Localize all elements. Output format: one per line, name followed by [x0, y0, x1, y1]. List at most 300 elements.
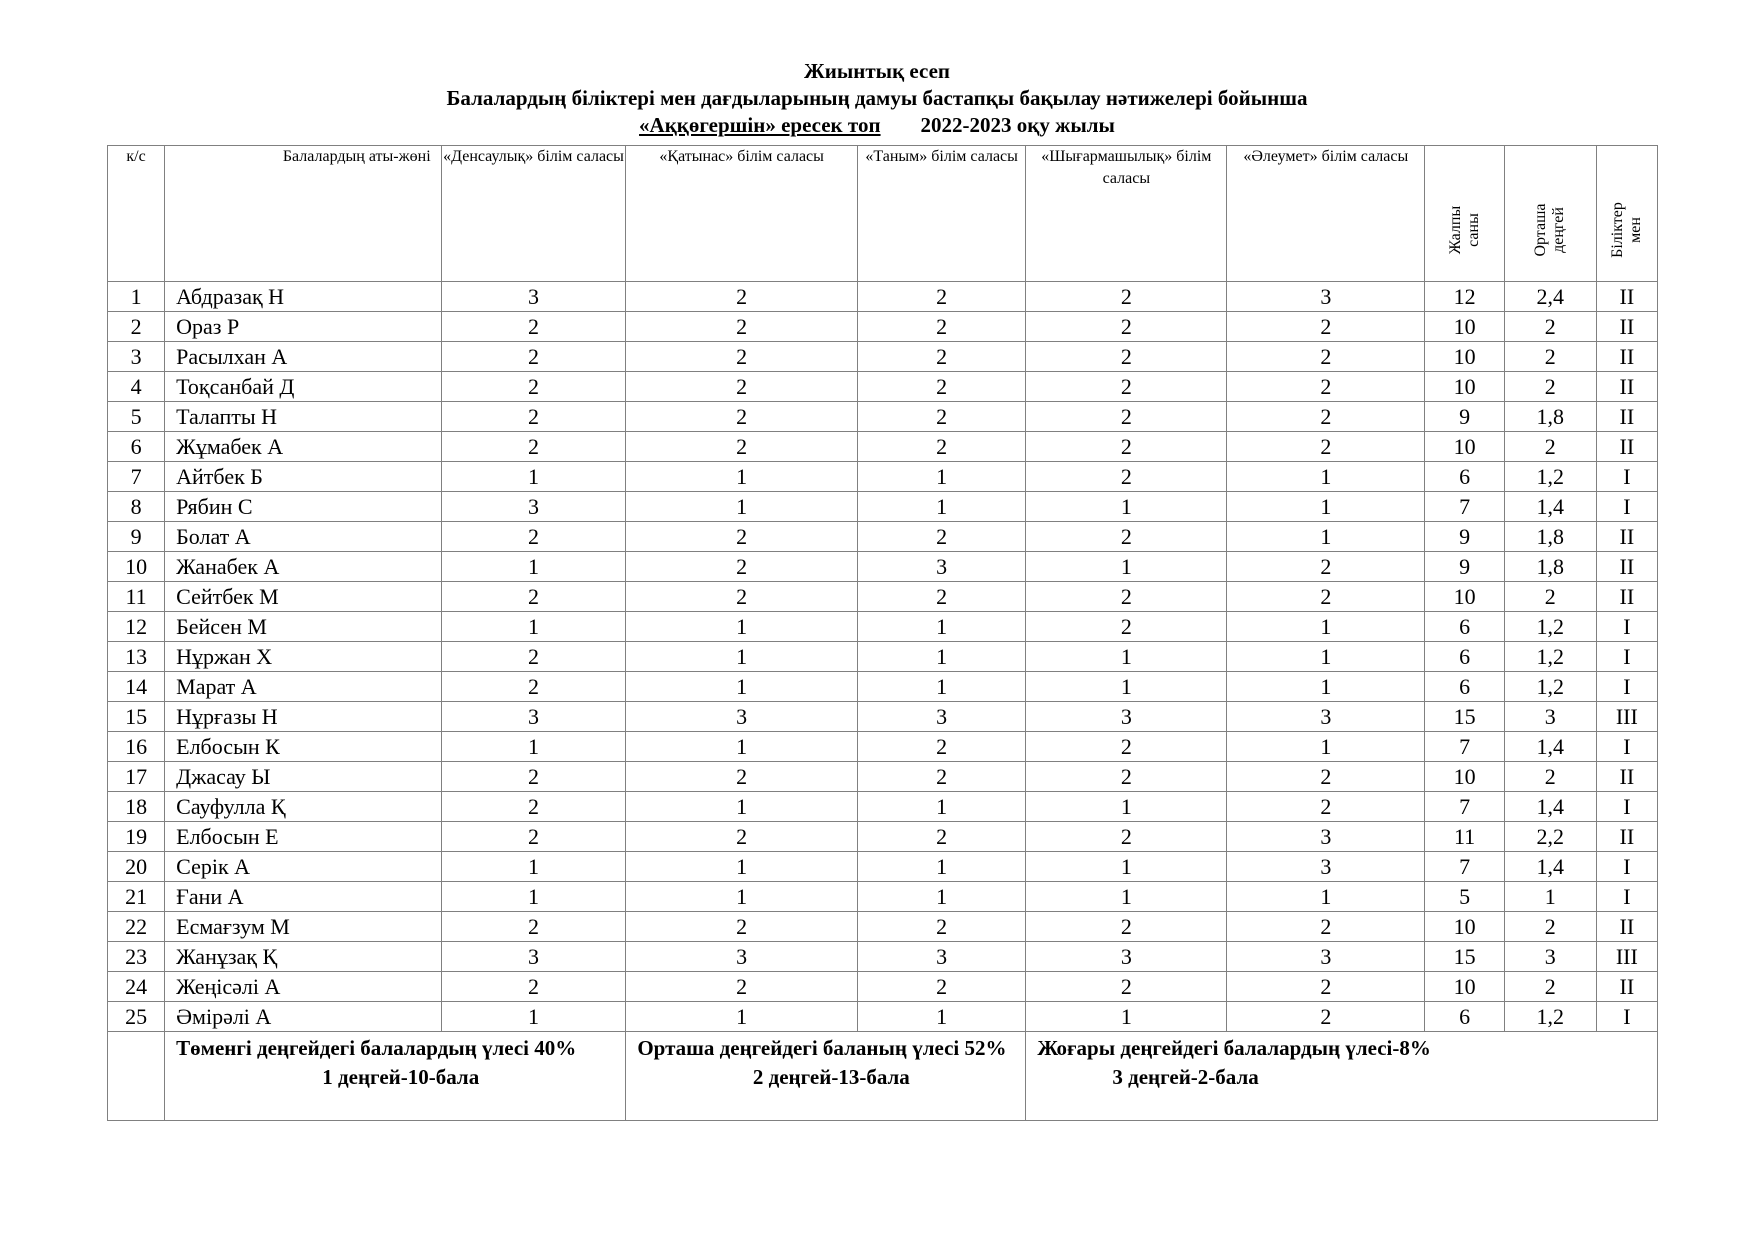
- cell-social: 3: [1227, 822, 1425, 852]
- cell-level: II: [1596, 522, 1657, 552]
- summary-mid-count: 2 деңгей-13-бала: [752, 1065, 910, 1089]
- cell-social: 3: [1227, 702, 1425, 732]
- col-header-creativity: «Шығармашылық» білім саласы: [1026, 146, 1227, 282]
- cell-no: 12: [108, 612, 165, 642]
- cell-average: 1: [1504, 882, 1596, 912]
- cell-average: 1,8: [1504, 552, 1596, 582]
- cell-average: 1,4: [1504, 732, 1596, 762]
- cell-average: 3: [1504, 702, 1596, 732]
- cell-creativity: 2: [1026, 612, 1227, 642]
- cell-name: Әмірәлі А: [165, 1002, 442, 1032]
- table-row: [108, 702, 1658, 732]
- cell-creativity: 2: [1026, 582, 1227, 612]
- cell-no: 11: [108, 582, 165, 612]
- cell-no: 8: [108, 492, 165, 522]
- col-header-name: Балалардың аты-жөні: [165, 146, 442, 282]
- cell-creativity: 1: [1026, 852, 1227, 882]
- cell-name: Елбосын Е: [165, 822, 442, 852]
- cell-cognition: 2: [857, 732, 1025, 762]
- cell-name: Жеңісәлі А: [165, 972, 442, 1002]
- table-row: [108, 402, 1658, 432]
- cell-health: 3: [441, 492, 626, 522]
- cell-creativity: 2: [1026, 342, 1227, 372]
- cell-total: 5: [1425, 882, 1505, 912]
- table-row: [108, 912, 1658, 942]
- cell-no: 5: [108, 402, 165, 432]
- table-row: [108, 282, 1658, 312]
- cell-communication: 1: [626, 462, 858, 492]
- cell-social: 3: [1227, 942, 1425, 972]
- cell-social: 2: [1227, 582, 1425, 612]
- cell-communication: 2: [626, 342, 858, 372]
- cell-social: 2: [1227, 312, 1425, 342]
- cell-name: Жанұзақ Қ: [165, 942, 442, 972]
- cell-no: 17: [108, 762, 165, 792]
- cell-average: 1,4: [1504, 492, 1596, 522]
- cell-social: 1: [1227, 462, 1425, 492]
- cell-cognition: 2: [857, 312, 1025, 342]
- cell-cognition: 1: [857, 642, 1025, 672]
- cell-creativity: 1: [1026, 1002, 1227, 1032]
- cell-total: 6: [1425, 462, 1505, 492]
- table-row: [108, 462, 1658, 492]
- cell-communication: 1: [626, 852, 858, 882]
- cell-name: Жанабек А: [165, 552, 442, 582]
- cell-name: Есмағзум М: [165, 912, 442, 942]
- cell-level: II: [1596, 282, 1657, 312]
- col-header-cognition: «Таным» білім саласы: [857, 146, 1025, 282]
- cell-name: Ораз Р: [165, 312, 442, 342]
- cell-health: 2: [441, 372, 626, 402]
- cell-average: 1,2: [1504, 612, 1596, 642]
- cell-name: Елбосын К: [165, 732, 442, 762]
- cell-communication: 2: [626, 582, 858, 612]
- col-header-health: «Денсаулық» білім саласы: [441, 146, 626, 282]
- cell-total: 15: [1425, 702, 1505, 732]
- cell-health: 3: [441, 702, 626, 732]
- cell-creativity: 1: [1026, 672, 1227, 702]
- table-header-row: [108, 146, 1658, 282]
- cell-health: 2: [441, 912, 626, 942]
- table-row: [108, 852, 1658, 882]
- cell-level: II: [1596, 312, 1657, 342]
- col-header-no: к/с: [108, 146, 165, 282]
- cell-social: 2: [1227, 912, 1425, 942]
- cell-cognition: 1: [857, 672, 1025, 702]
- cell-name: Джасау Ы: [165, 762, 442, 792]
- table-row: [108, 612, 1658, 642]
- cell-social: 3: [1227, 852, 1425, 882]
- cell-total: 6: [1425, 1002, 1505, 1032]
- cell-social: 1: [1227, 492, 1425, 522]
- cell-name: Сауфулла Қ: [165, 792, 442, 822]
- summary-mid-text: Орташа деңгейдегі баланың үлесі 52%: [637, 1036, 1007, 1060]
- cell-level: I: [1596, 852, 1657, 882]
- cell-social: 2: [1227, 552, 1425, 582]
- cell-cognition: 1: [857, 462, 1025, 492]
- cell-total: 11: [1425, 822, 1505, 852]
- cell-communication: 2: [626, 282, 858, 312]
- cell-social: 2: [1227, 792, 1425, 822]
- cell-level: I: [1596, 462, 1657, 492]
- results-table: [107, 145, 1658, 1121]
- summary-low-count: 1 деңгей-10-бала: [322, 1065, 480, 1089]
- cell-communication: 2: [626, 432, 858, 462]
- table-row: [108, 372, 1658, 402]
- cell-name: Марат А: [165, 672, 442, 702]
- summary-low-cell: [165, 1032, 626, 1121]
- cell-social: 2: [1227, 342, 1425, 372]
- cell-health: 1: [441, 1002, 626, 1032]
- cell-cognition: 2: [857, 342, 1025, 372]
- cell-health: 2: [441, 312, 626, 342]
- cell-health: 2: [441, 432, 626, 462]
- cell-total: 15: [1425, 942, 1505, 972]
- cell-no: 14: [108, 672, 165, 702]
- cell-social: 2: [1227, 402, 1425, 432]
- cell-health: 2: [441, 642, 626, 672]
- report-heading: [0, 58, 1754, 139]
- cell-level: I: [1596, 1002, 1657, 1032]
- cell-average: 2: [1504, 582, 1596, 612]
- cell-social: 2: [1227, 972, 1425, 1002]
- cell-name: Нұрғазы Н: [165, 702, 442, 732]
- col-header-communication: «Қатынас» білім саласы: [626, 146, 858, 282]
- cell-no: 3: [108, 342, 165, 372]
- cell-level: II: [1596, 342, 1657, 372]
- cell-total: 7: [1425, 732, 1505, 762]
- col-header-average: [1504, 146, 1596, 282]
- cell-health: 1: [441, 852, 626, 882]
- cell-level: II: [1596, 762, 1657, 792]
- cell-cognition: 2: [857, 912, 1025, 942]
- cell-creativity: 2: [1026, 762, 1227, 792]
- cell-communication: 1: [626, 792, 858, 822]
- cell-social: 1: [1227, 732, 1425, 762]
- cell-no: 19: [108, 822, 165, 852]
- cell-cognition: 2: [857, 972, 1025, 1002]
- cell-no: 1: [108, 282, 165, 312]
- cell-level: III: [1596, 942, 1657, 972]
- report-group-line: [0, 112, 1754, 139]
- cell-cognition: 2: [857, 582, 1025, 612]
- cell-total: 10: [1425, 912, 1505, 942]
- cell-communication: 2: [626, 822, 858, 852]
- cell-health: 1: [441, 462, 626, 492]
- cell-health: 2: [441, 582, 626, 612]
- cell-social: 1: [1227, 882, 1425, 912]
- summary-mid-cell: [626, 1032, 1026, 1121]
- cell-cognition: 1: [857, 792, 1025, 822]
- table-row: [108, 552, 1658, 582]
- table-row: [108, 492, 1658, 522]
- cell-name: Жұмабек А: [165, 432, 442, 462]
- cell-average: 2: [1504, 432, 1596, 462]
- cell-total: 9: [1425, 522, 1505, 552]
- cell-total: 10: [1425, 582, 1505, 612]
- cell-cognition: 2: [857, 522, 1025, 552]
- summary-empty-cell: [108, 1032, 165, 1121]
- cell-name: Рябин С: [165, 492, 442, 522]
- cell-total: 10: [1425, 432, 1505, 462]
- table-row: [108, 732, 1658, 762]
- cell-level: II: [1596, 582, 1657, 612]
- cell-social: 2: [1227, 762, 1425, 792]
- cell-creativity: 2: [1026, 402, 1227, 432]
- cell-average: 2: [1504, 312, 1596, 342]
- cell-total: 10: [1425, 372, 1505, 402]
- cell-communication: 1: [626, 612, 858, 642]
- cell-cognition: 1: [857, 1002, 1025, 1032]
- cell-cognition: 1: [857, 492, 1025, 522]
- cell-communication: 2: [626, 972, 858, 1002]
- cell-name: Тоқсанбай Д: [165, 372, 442, 402]
- cell-no: 7: [108, 462, 165, 492]
- cell-social: 3: [1227, 282, 1425, 312]
- cell-total: 9: [1425, 402, 1505, 432]
- cell-no: 6: [108, 432, 165, 462]
- cell-name: Серік А: [165, 852, 442, 882]
- report-title: Жиынтық есеп: [804, 59, 950, 83]
- cell-health: 2: [441, 972, 626, 1002]
- table-row: [108, 942, 1658, 972]
- cell-no: 15: [108, 702, 165, 732]
- table-row: [108, 972, 1658, 1002]
- cell-communication: 1: [626, 732, 858, 762]
- cell-total: 7: [1425, 492, 1505, 522]
- cell-level: I: [1596, 882, 1657, 912]
- cell-no: 20: [108, 852, 165, 882]
- cell-creativity: 2: [1026, 312, 1227, 342]
- cell-no: 9: [108, 522, 165, 552]
- cell-cognition: 2: [857, 402, 1025, 432]
- cell-total: 6: [1425, 612, 1505, 642]
- cell-no: 4: [108, 372, 165, 402]
- summary-row: [108, 1032, 1658, 1121]
- cell-social: 1: [1227, 672, 1425, 702]
- cell-average: 3: [1504, 942, 1596, 972]
- cell-name: Расылхан А: [165, 342, 442, 372]
- cell-creativity: 3: [1026, 942, 1227, 972]
- report-subtitle: Балалардың біліктері мен дағдыларының дамуы бастапқы бақылау нәтижелері бойынша: [446, 86, 1308, 110]
- table-row: [108, 792, 1658, 822]
- cell-health: 3: [441, 282, 626, 312]
- cell-average: 1,2: [1504, 462, 1596, 492]
- cell-total: 10: [1425, 342, 1505, 372]
- cell-communication: 2: [626, 402, 858, 432]
- col-header-level-text: Біліктер мен: [1608, 201, 1644, 258]
- cell-level: II: [1596, 552, 1657, 582]
- cell-communication: 2: [626, 912, 858, 942]
- cell-level: I: [1596, 672, 1657, 702]
- cell-creativity: 2: [1026, 732, 1227, 762]
- cell-level: I: [1596, 492, 1657, 522]
- cell-average: 1,4: [1504, 792, 1596, 822]
- cell-cognition: 2: [857, 282, 1025, 312]
- table-row: [108, 312, 1658, 342]
- cell-level: I: [1596, 612, 1657, 642]
- cell-cognition: 1: [857, 852, 1025, 882]
- cell-level: I: [1596, 642, 1657, 672]
- col-header-total: [1425, 146, 1505, 282]
- cell-level: II: [1596, 912, 1657, 942]
- cell-health: 2: [441, 672, 626, 702]
- cell-total: 7: [1425, 852, 1505, 882]
- cell-average: 1,2: [1504, 672, 1596, 702]
- table-row: [108, 342, 1658, 372]
- cell-creativity: 2: [1026, 522, 1227, 552]
- cell-name: Абдразақ Н: [165, 282, 442, 312]
- cell-no: 24: [108, 972, 165, 1002]
- cell-cognition: 1: [857, 882, 1025, 912]
- cell-social: 2: [1227, 432, 1425, 462]
- col-header-social: «Әлеумет» білім саласы: [1227, 146, 1425, 282]
- cell-social: 2: [1227, 372, 1425, 402]
- cell-communication: 2: [626, 312, 858, 342]
- cell-average: 1,4: [1504, 852, 1596, 882]
- cell-health: 2: [441, 822, 626, 852]
- cell-total: 6: [1425, 642, 1505, 672]
- cell-cognition: 2: [857, 432, 1025, 462]
- cell-communication: 1: [626, 1002, 858, 1032]
- summary-high-count: 3 деңгей-2-бала: [1112, 1065, 1259, 1089]
- cell-communication: 2: [626, 552, 858, 582]
- cell-name: Бейсен М: [165, 612, 442, 642]
- cell-health: 1: [441, 612, 626, 642]
- cell-communication: 2: [626, 762, 858, 792]
- cell-average: 2: [1504, 372, 1596, 402]
- cell-no: 25: [108, 1002, 165, 1032]
- summary-high-text: Жоғары деңгейдегі балалардың үлесі-8%: [1037, 1036, 1431, 1060]
- table-row: [108, 882, 1658, 912]
- cell-average: 1,8: [1504, 522, 1596, 552]
- cell-creativity: 1: [1026, 882, 1227, 912]
- cell-name: Нұржан Х: [165, 642, 442, 672]
- cell-level: III: [1596, 702, 1657, 732]
- cell-health: 3: [441, 942, 626, 972]
- cell-level: II: [1596, 972, 1657, 1002]
- cell-creativity: 2: [1026, 912, 1227, 942]
- cell-average: 1,2: [1504, 642, 1596, 672]
- cell-level: II: [1596, 432, 1657, 462]
- cell-communication: 1: [626, 882, 858, 912]
- col-header-total-text: Жалпы саны: [1446, 205, 1482, 254]
- cell-creativity: 2: [1026, 972, 1227, 1002]
- cell-name: Айтбек Б: [165, 462, 442, 492]
- school-year: 2022-2023 оқу жылы: [920, 113, 1115, 137]
- cell-creativity: 3: [1026, 702, 1227, 732]
- cell-communication: 1: [626, 492, 858, 522]
- summary-high-cell: [1026, 1032, 1658, 1121]
- cell-creativity: 2: [1026, 432, 1227, 462]
- table-row: [108, 822, 1658, 852]
- cell-social: 2: [1227, 1002, 1425, 1032]
- cell-creativity: 1: [1026, 552, 1227, 582]
- col-header-average-text: Орташа деңгей: [1532, 203, 1568, 257]
- cell-health: 2: [441, 522, 626, 552]
- cell-name: Болат А: [165, 522, 442, 552]
- cell-average: 2: [1504, 762, 1596, 792]
- cell-total: 10: [1425, 972, 1505, 1002]
- cell-average: 1,8: [1504, 402, 1596, 432]
- cell-cognition: 3: [857, 702, 1025, 732]
- cell-no: 21: [108, 882, 165, 912]
- cell-total: 9: [1425, 552, 1505, 582]
- cell-total: 10: [1425, 762, 1505, 792]
- cell-creativity: 2: [1026, 282, 1227, 312]
- cell-total: 7: [1425, 792, 1505, 822]
- table-row: [108, 432, 1658, 462]
- cell-no: 18: [108, 792, 165, 822]
- cell-communication: 2: [626, 522, 858, 552]
- cell-no: 2: [108, 312, 165, 342]
- cell-creativity: 1: [1026, 642, 1227, 672]
- cell-level: I: [1596, 792, 1657, 822]
- cell-no: 22: [108, 912, 165, 942]
- cell-communication: 1: [626, 672, 858, 702]
- table-row: [108, 1002, 1658, 1032]
- cell-level: II: [1596, 822, 1657, 852]
- table-body: [108, 282, 1658, 1032]
- cell-cognition: 3: [857, 552, 1025, 582]
- cell-health: 2: [441, 342, 626, 372]
- table-row: [108, 672, 1658, 702]
- cell-creativity: 2: [1026, 372, 1227, 402]
- cell-creativity: 2: [1026, 462, 1227, 492]
- cell-total: 6: [1425, 672, 1505, 702]
- cell-cognition: 3: [857, 942, 1025, 972]
- cell-average: 2,2: [1504, 822, 1596, 852]
- cell-health: 2: [441, 762, 626, 792]
- cell-name: Сейтбек М: [165, 582, 442, 612]
- col-header-level: [1596, 146, 1657, 282]
- cell-total: 12: [1425, 282, 1505, 312]
- cell-no: 13: [108, 642, 165, 672]
- group-name: «Аққөгершін» ересек топ: [639, 113, 881, 137]
- cell-creativity: 1: [1026, 492, 1227, 522]
- cell-name: Талапты Н: [165, 402, 442, 432]
- cell-no: 16: [108, 732, 165, 762]
- cell-average: 2,4: [1504, 282, 1596, 312]
- table-row: [108, 582, 1658, 612]
- cell-cognition: 2: [857, 372, 1025, 402]
- cell-health: 1: [441, 552, 626, 582]
- table-row: [108, 642, 1658, 672]
- cell-cognition: 2: [857, 822, 1025, 852]
- cell-communication: 3: [626, 942, 858, 972]
- cell-average: 1,2: [1504, 1002, 1596, 1032]
- summary-low-text: Төменгі деңгейдегі балалардың үлесі 40%: [176, 1036, 577, 1060]
- cell-total: 10: [1425, 312, 1505, 342]
- cell-no: 10: [108, 552, 165, 582]
- cell-level: II: [1596, 372, 1657, 402]
- cell-communication: 3: [626, 702, 858, 732]
- cell-cognition: 2: [857, 762, 1025, 792]
- cell-level: II: [1596, 402, 1657, 432]
- cell-communication: 2: [626, 372, 858, 402]
- cell-name: Ғани А: [165, 882, 442, 912]
- cell-health: 1: [441, 882, 626, 912]
- cell-communication: 1: [626, 642, 858, 672]
- cell-level: I: [1596, 732, 1657, 762]
- cell-creativity: 2: [1026, 822, 1227, 852]
- cell-social: 1: [1227, 612, 1425, 642]
- cell-no: 23: [108, 942, 165, 972]
- cell-health: 2: [441, 792, 626, 822]
- cell-average: 2: [1504, 912, 1596, 942]
- cell-social: 1: [1227, 642, 1425, 672]
- cell-social: 1: [1227, 522, 1425, 552]
